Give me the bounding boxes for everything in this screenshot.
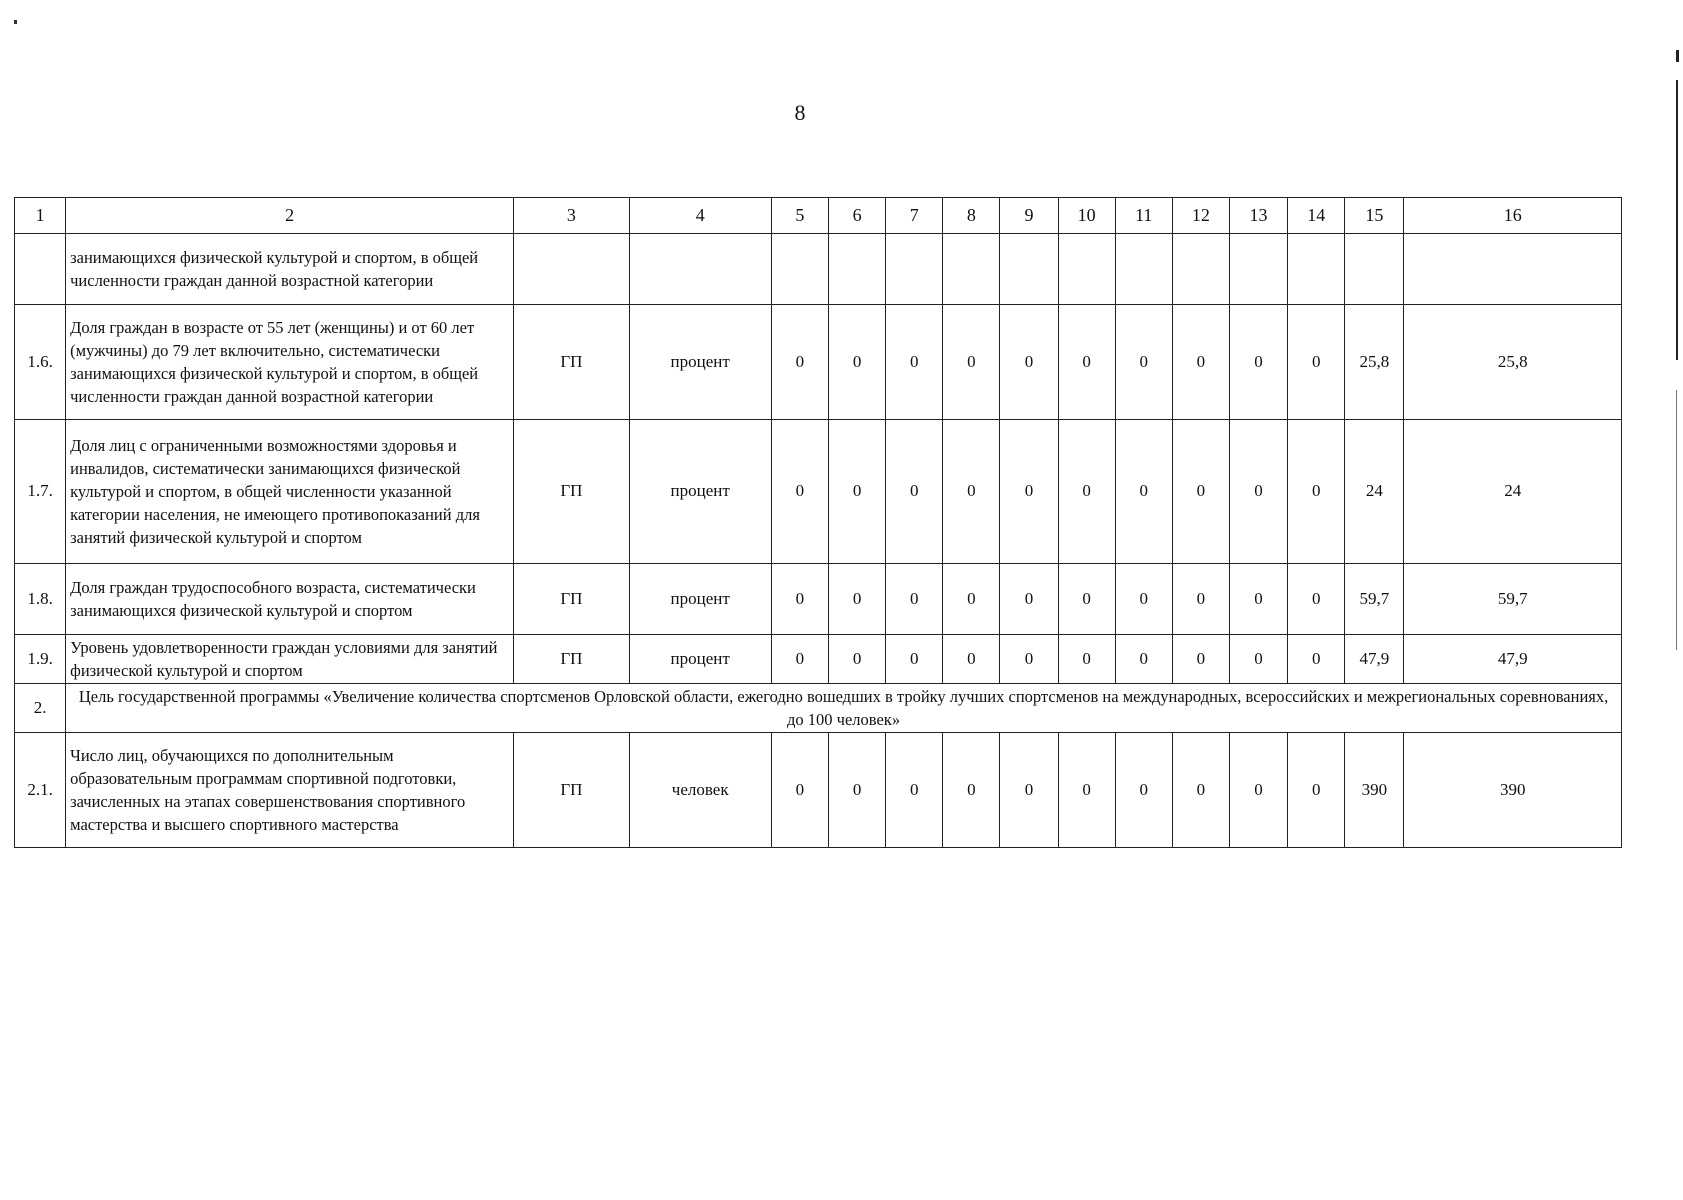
- program-type: ГП: [514, 733, 629, 848]
- indicator-name: Доля лиц с ограниченными возможностями здоровья и инвалидов, систематически занимающихся физической культурой и спортом, в общей численности указанной категории населения, не имеющего противопоказаний для занятий физической культурой и спортом: [66, 420, 514, 564]
- value-cell: 390: [1345, 733, 1404, 848]
- value-cell: 59,7: [1345, 564, 1404, 635]
- value-cell: 0: [1229, 733, 1287, 848]
- indicator-name: Доля граждан трудоспособного возраста, систематически занимающихся физической культурой и спортом: [66, 564, 514, 635]
- value-cell: 0: [1115, 305, 1172, 420]
- value-cell: 390: [1404, 733, 1622, 848]
- value-cell: 0: [886, 733, 943, 848]
- row-number: 1.7.: [15, 420, 66, 564]
- header-cell: 1: [15, 198, 66, 234]
- value-cell: 0: [1115, 420, 1172, 564]
- value-cell: [1058, 234, 1115, 305]
- value-cell: 24: [1345, 420, 1404, 564]
- row-number: 2.: [15, 684, 66, 733]
- value-cell: 0: [829, 564, 886, 635]
- value-cell: 0: [771, 305, 828, 420]
- header-cell: 10: [1058, 198, 1115, 234]
- value-cell: 0: [1288, 733, 1345, 848]
- value-cell: 0: [886, 420, 943, 564]
- value-cell: 0: [1172, 420, 1229, 564]
- value-cell: [943, 234, 1000, 305]
- value-cell: [1000, 234, 1058, 305]
- table-row: [15, 564, 1622, 635]
- value-cell: 0: [771, 420, 828, 564]
- value-cell: 0: [771, 733, 828, 848]
- unit: процент: [629, 564, 771, 635]
- value-cell: 0: [1058, 420, 1115, 564]
- goal-text: Цель государственной программы «Увеличение количества спортсменов Орловской области, ежегодно вошедших в тройку лучших спортсменов на международных, всероссийских и межрегиональных соревнованиях, до 100 человек»: [66, 684, 1622, 733]
- value-cell: 0: [1288, 420, 1345, 564]
- unit: человек: [629, 733, 771, 848]
- value-cell: 0: [1288, 635, 1345, 684]
- row-number: [15, 234, 66, 305]
- value-cell: 24: [1404, 420, 1622, 564]
- value-cell: [771, 234, 828, 305]
- header-cell: 5: [771, 198, 828, 234]
- header-cell: 11: [1115, 198, 1172, 234]
- indicator-name: занимающихся физической культурой и спортом, в общей численности граждан данной возрастной категории: [66, 234, 514, 305]
- unit: процент: [629, 635, 771, 684]
- table-header-row: [15, 198, 1622, 234]
- scan-edge-marks: [1673, 40, 1683, 740]
- value-cell: [829, 234, 886, 305]
- value-cell: [1172, 234, 1229, 305]
- value-cell: 0: [1172, 733, 1229, 848]
- value-cell: 0: [1058, 635, 1115, 684]
- value-cell: 0: [886, 564, 943, 635]
- goal-row: [15, 684, 1622, 733]
- value-cell: 0: [771, 564, 828, 635]
- table-row: [15, 420, 1622, 564]
- value-cell: 0: [1229, 305, 1287, 420]
- value-cell: 0: [1288, 305, 1345, 420]
- header-cell: 14: [1288, 198, 1345, 234]
- value-cell: [1229, 234, 1287, 305]
- value-cell: 0: [1000, 420, 1058, 564]
- value-cell: 0: [1115, 564, 1172, 635]
- value-cell: 25,8: [1345, 305, 1404, 420]
- value-cell: 0: [1288, 564, 1345, 635]
- header-cell: 7: [886, 198, 943, 234]
- indicator-name: Число лиц, обучающихся по дополнительным образовательным программам спортивной подготовки, зачисленных на этапах совершенствования спортивного мастерства и высшего спортивного мастерства: [66, 733, 514, 848]
- value-cell: 0: [1229, 564, 1287, 635]
- value-cell: 0: [1229, 635, 1287, 684]
- value-cell: 0: [943, 420, 1000, 564]
- header-cell: 16: [1404, 198, 1622, 234]
- program-type: ГП: [514, 635, 629, 684]
- header-cell: 2: [66, 198, 514, 234]
- value-cell: 0: [1172, 305, 1229, 420]
- value-cell: 0: [886, 305, 943, 420]
- value-cell: 0: [943, 635, 1000, 684]
- value-cell: 0: [1000, 305, 1058, 420]
- value-cell: 0: [1000, 564, 1058, 635]
- value-cell: 0: [1000, 733, 1058, 848]
- table-row: [15, 635, 1622, 684]
- value-cell: 0: [1058, 733, 1115, 848]
- value-cell: [1404, 234, 1622, 305]
- value-cell: [1345, 234, 1404, 305]
- value-cell: 0: [886, 635, 943, 684]
- header-cell: 8: [943, 198, 1000, 234]
- scan-speck: [14, 20, 17, 24]
- value-cell: [886, 234, 943, 305]
- header-cell: 6: [829, 198, 886, 234]
- indicator-name: Уровень удовлетворенности граждан условиями для занятий физической культурой и спортом: [66, 635, 514, 684]
- table-row: [15, 733, 1622, 848]
- value-cell: 0: [829, 635, 886, 684]
- program-type: [514, 234, 629, 305]
- value-cell: 0: [943, 733, 1000, 848]
- unit: [629, 234, 771, 305]
- row-number: 1.8.: [15, 564, 66, 635]
- header-cell: 3: [514, 198, 629, 234]
- header-cell: 9: [1000, 198, 1058, 234]
- program-type: ГП: [514, 564, 629, 635]
- value-cell: 0: [943, 564, 1000, 635]
- value-cell: 0: [1229, 420, 1287, 564]
- row-number: 2.1.: [15, 733, 66, 848]
- row-number: 1.6.: [15, 305, 66, 420]
- unit: процент: [629, 420, 771, 564]
- value-cell: 0: [1172, 635, 1229, 684]
- program-type: ГП: [514, 305, 629, 420]
- indicator-name: Доля граждан в возрасте от 55 лет (женщины) и от 60 лет (мужчины) до 79 лет включительно, систематически занимающихся физической культурой и спортом, в общей численности граждан данной возрастной категории: [66, 305, 514, 420]
- value-cell: 59,7: [1404, 564, 1622, 635]
- unit: процент: [629, 305, 771, 420]
- header-cell: 12: [1172, 198, 1229, 234]
- header-cell: 4: [629, 198, 771, 234]
- value-cell: 0: [829, 305, 886, 420]
- value-cell: 25,8: [1404, 305, 1622, 420]
- value-cell: 0: [829, 420, 886, 564]
- value-cell: [1115, 234, 1172, 305]
- table-row: [15, 234, 1622, 305]
- value-cell: 0: [1115, 733, 1172, 848]
- value-cell: [1288, 234, 1345, 305]
- row-number: 1.9.: [15, 635, 66, 684]
- header-cell: 13: [1229, 198, 1287, 234]
- page-number: 8: [794, 100, 806, 125]
- header-cell: 15: [1345, 198, 1404, 234]
- value-cell: 0: [1000, 635, 1058, 684]
- value-cell: 0: [1115, 635, 1172, 684]
- value-cell: 0: [1058, 564, 1115, 635]
- value-cell: 47,9: [1345, 635, 1404, 684]
- value-cell: 0: [771, 635, 828, 684]
- indicators-table: [14, 197, 1622, 848]
- value-cell: 0: [829, 733, 886, 848]
- program-type: ГП: [514, 420, 629, 564]
- table-row: [15, 305, 1622, 420]
- value-cell: 0: [943, 305, 1000, 420]
- value-cell: 0: [1172, 564, 1229, 635]
- value-cell: 47,9: [1404, 635, 1622, 684]
- value-cell: 0: [1058, 305, 1115, 420]
